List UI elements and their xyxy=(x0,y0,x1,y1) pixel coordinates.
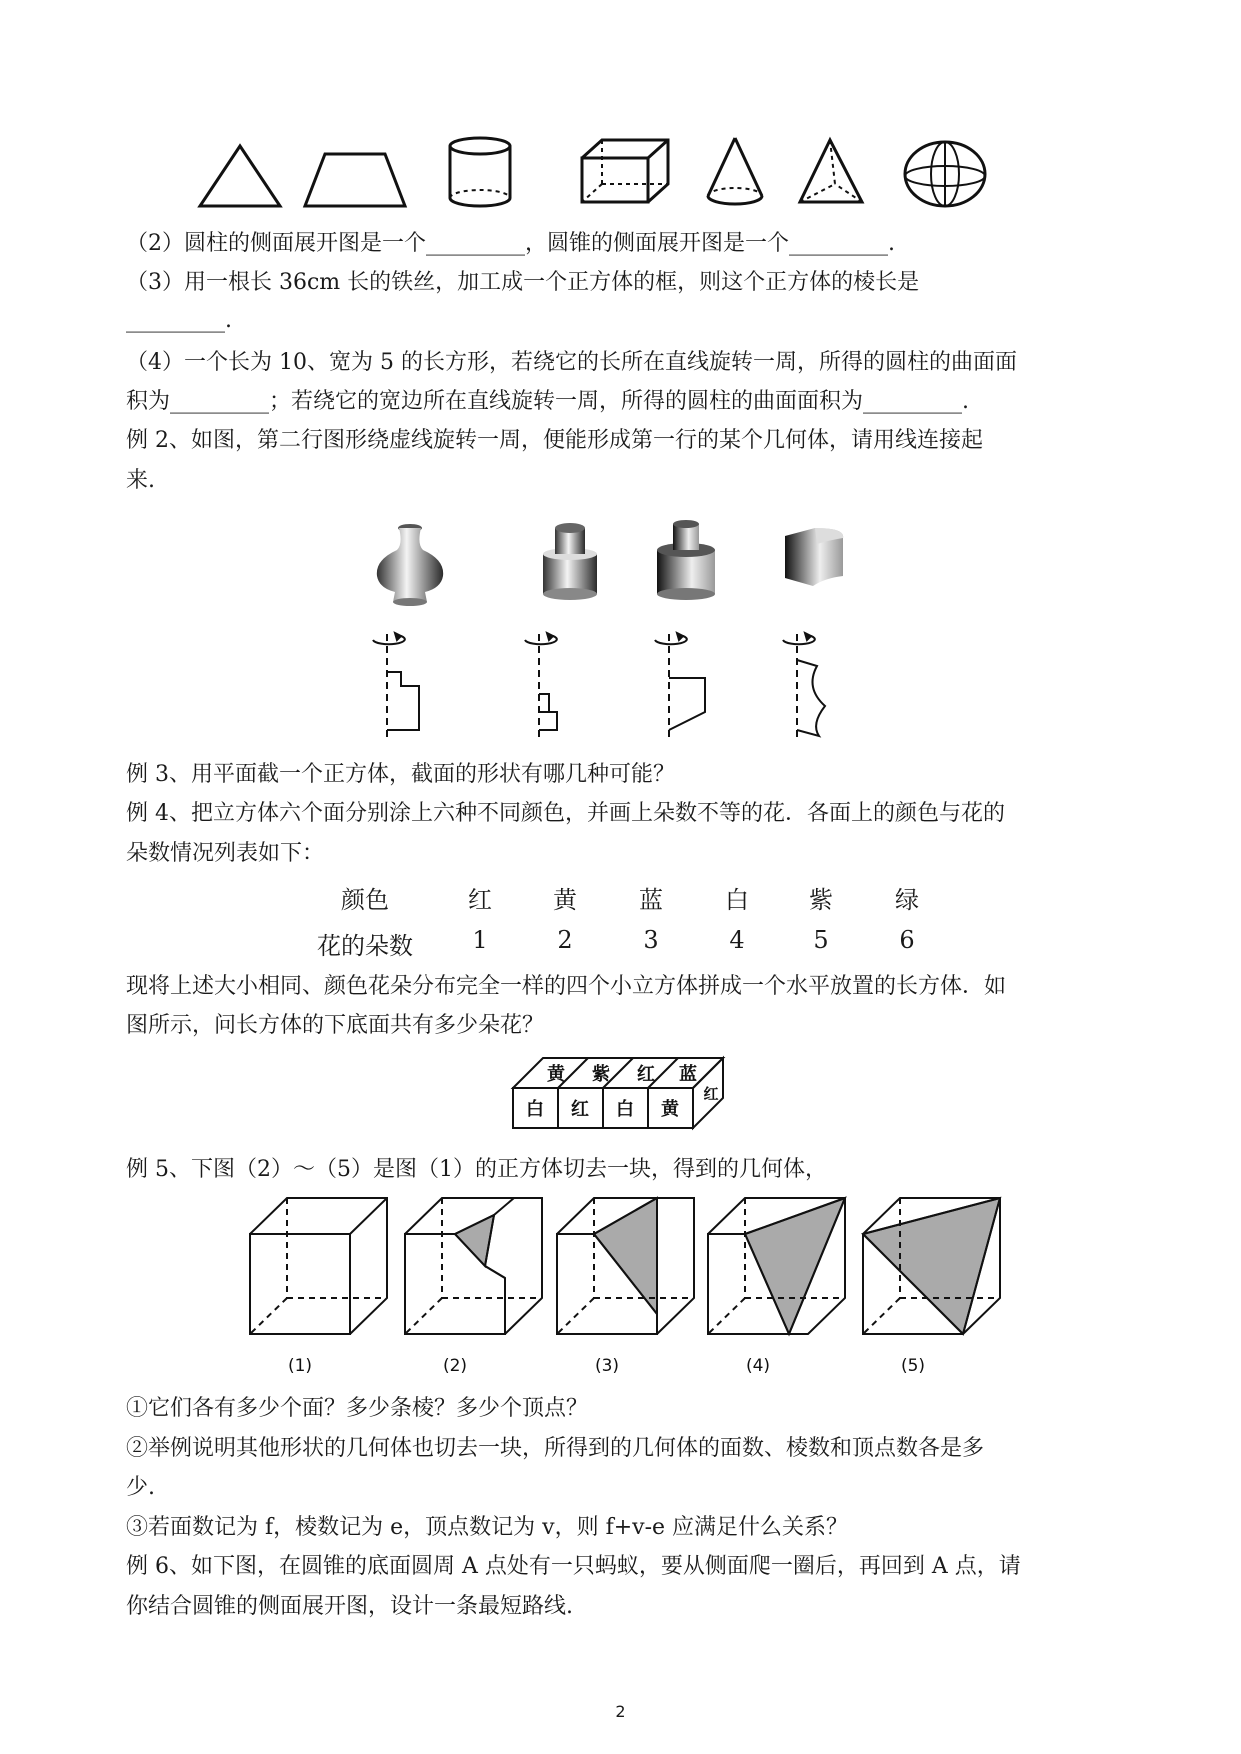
top-face-3: 红 xyxy=(637,1064,655,1085)
example-5-question-1: ①它们各有多少个面？多少条棱？多少个顶点？ xyxy=(126,1396,589,1421)
cube-1 xyxy=(250,1198,387,1334)
cube-3 xyxy=(557,1198,694,1334)
example-4-line-1: 例 4、把立方体六个面分别涂上六种不同颜色，并画上朵数不等的花．各面上的颜色与花的 xyxy=(126,801,1005,826)
front-face-2: 红 xyxy=(571,1099,589,1120)
cuboid-shape xyxy=(582,140,668,202)
profile-1 xyxy=(387,672,419,730)
cup-solid xyxy=(657,520,715,600)
rotation-arrow-icon xyxy=(373,633,405,644)
side-face: 红 xyxy=(703,1085,719,1103)
example-6-line-1: 例 6、如下图，在圆锥的底面圆周 A 点处有一只蚂蚁，要从侧面爬一圈后，再回到 A 点，请 xyxy=(126,1554,1021,1579)
caption-2: (2) xyxy=(442,1356,468,1376)
count-green: 6 xyxy=(899,926,915,954)
count-blue: 3 xyxy=(643,926,659,954)
front-face-4: 黄 xyxy=(661,1099,679,1120)
tetrahedron-shape xyxy=(800,140,862,202)
question-2: （2）圆柱的侧面展开图是一个_________，圆锥的侧面展开图是一个_________. xyxy=(126,231,895,256)
curved-block-solid xyxy=(785,528,843,586)
stepped-cylinder-solid xyxy=(543,523,597,600)
color-green: 绿 xyxy=(895,886,919,914)
example-5: 例 5、下图（2）～（5）是图（1）的正方体切去一块，得到的几何体， xyxy=(126,1157,827,1182)
cube-4 xyxy=(708,1198,845,1334)
triangle-shape xyxy=(200,146,280,206)
caption-4: (4) xyxy=(745,1356,771,1376)
question-4-line-1: （4）一个长为 10、宽为 5 的长方形，若绕它的长所在直线旋转一周，所得的圆柱的曲面面 xyxy=(126,350,1017,375)
example-3: 例 3、用平面截一个正方体，截面的形状有哪几种可能？ xyxy=(126,762,675,787)
color-blue: 蓝 xyxy=(639,886,663,914)
example-4-line-2: 朵数情况列表如下： xyxy=(126,841,325,866)
cone-shape xyxy=(708,138,762,204)
color-yellow: 黄 xyxy=(553,886,577,914)
sphere-shape xyxy=(905,142,985,206)
caption-3: (3) xyxy=(594,1356,620,1376)
color-red: 红 xyxy=(468,886,492,914)
trapezoid-shape xyxy=(305,154,405,206)
count-purple: 5 xyxy=(813,926,829,954)
example-2-line-2: 来. xyxy=(126,468,155,493)
question-3-line-2: _________. xyxy=(126,308,232,333)
count-yellow: 2 xyxy=(557,926,573,954)
color-purple: 紫 xyxy=(809,886,833,914)
front-face-1: 白 xyxy=(526,1099,544,1120)
vase-solid xyxy=(377,524,443,606)
example-4-line-4: 图所示，问长方体的下底面共有多少朵花？ xyxy=(126,1013,545,1038)
top-face-2: 紫 xyxy=(592,1064,610,1085)
flower-count-row xyxy=(0,926,1241,962)
profile-3 xyxy=(669,678,705,730)
color-row xyxy=(0,880,1241,916)
example-5-question-2-line-2: 少. xyxy=(126,1475,155,1500)
profile-4 xyxy=(797,660,825,736)
count-red: 1 xyxy=(472,926,488,954)
cube-block-figure xyxy=(508,1053,748,1133)
cut-cubes-figure xyxy=(245,1196,1045,1382)
example-2-line-1: 例 2、如图，第二行图形绕虚线旋转一周，便能形成第一行的某个几何体，请用线连接起 xyxy=(126,428,983,453)
rotation-arrow-icon xyxy=(783,633,815,644)
question-3-line-1: （3）用一根长 36cm 长的铁丝，加工成一个正方体的框，则这个正方体的棱长是 xyxy=(126,270,920,295)
front-face-3: 白 xyxy=(616,1099,634,1120)
example-6-line-2: 你结合圆锥的侧面展开图，设计一条最短路线. xyxy=(126,1594,573,1619)
flower-count-header: 花的朵数 xyxy=(317,932,413,960)
cylinder-shape xyxy=(450,138,510,206)
cube-2 xyxy=(405,1198,542,1334)
basic-shapes-figure xyxy=(190,132,1070,212)
cube-5 xyxy=(863,1198,1000,1334)
top-face-1: 黄 xyxy=(547,1064,565,1085)
example-5-question-3: ③若面数记为 f，棱数记为 e，顶点数记为 v，则 f+v-e 应满足什么关系？ xyxy=(126,1515,849,1540)
example-5-question-2-line-1: ②举例说明其他形状的几何体也切去一块，所得到的几何体的面数、棱数和顶点数各是多 xyxy=(126,1436,985,1461)
caption-5: (5) xyxy=(900,1356,926,1376)
rotation-arrow-icon xyxy=(525,633,557,644)
rotation-arrow-icon xyxy=(655,633,687,644)
question-4-line-2: 积为_________；若绕它的宽边所在直线旋转一周，所得的圆柱的曲面面积为_________. xyxy=(126,389,969,414)
rotation-solids-figure xyxy=(355,516,905,744)
color-header: 颜色 xyxy=(341,886,389,914)
color-white: 白 xyxy=(725,886,749,914)
top-face-4: 蓝 xyxy=(679,1064,697,1085)
page-number: 2 xyxy=(615,1702,626,1721)
count-white: 4 xyxy=(729,926,745,954)
caption-1: (1) xyxy=(287,1356,313,1376)
example-4-line-3: 现将上述大小相同、颜色花朵分布完全一样的四个小立方体拼成一个水平放置的长方体．如 xyxy=(126,974,1007,999)
